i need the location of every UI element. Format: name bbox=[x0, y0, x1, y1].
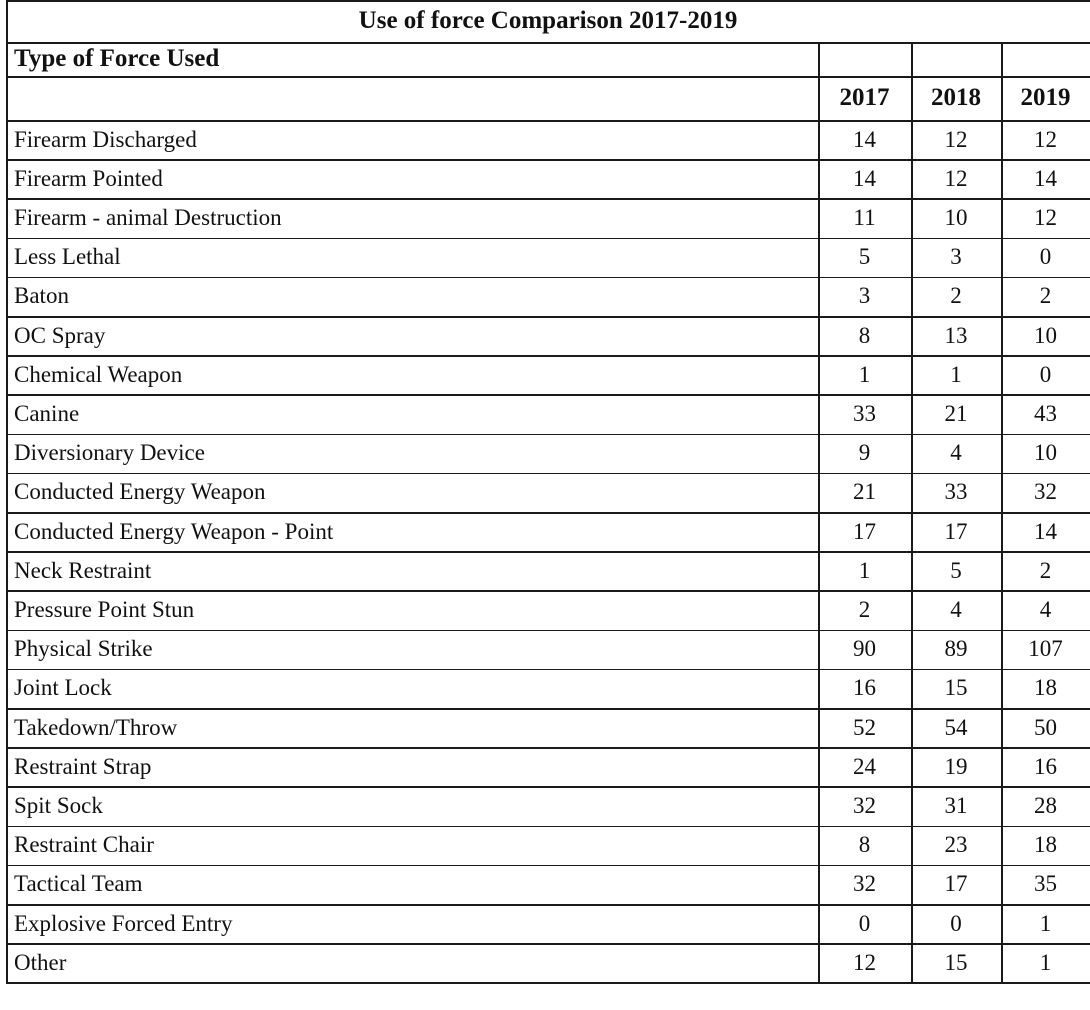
row-value: 10 bbox=[944, 204, 968, 230]
row-divider bbox=[6, 238, 1090, 240]
row-divider bbox=[6, 590, 1090, 592]
row-value: 8 bbox=[858, 832, 871, 858]
row-label: Restraint Strap bbox=[14, 753, 152, 779]
row-divider bbox=[6, 904, 1090, 906]
row-value: 4 bbox=[1039, 596, 1052, 622]
row-value: 14 bbox=[1034, 518, 1057, 544]
row-label: Neck Restraint bbox=[14, 557, 152, 583]
row-value: 28 bbox=[1034, 792, 1057, 818]
row-value: 33 bbox=[944, 479, 968, 505]
row-divider bbox=[6, 434, 1090, 436]
row-value: 1 bbox=[858, 361, 871, 387]
row-label: Other bbox=[14, 949, 67, 975]
row-divider bbox=[6, 747, 1090, 749]
row-value: 17 bbox=[853, 518, 876, 544]
row-value: 33 bbox=[853, 400, 876, 426]
row-label: Restraint Chair bbox=[14, 832, 154, 858]
row-value: 50 bbox=[1034, 714, 1057, 740]
row-value: 16 bbox=[853, 675, 876, 701]
row-value: 21 bbox=[853, 479, 876, 505]
row-value: 0 bbox=[1039, 361, 1052, 387]
row-divider bbox=[6, 42, 1090, 44]
row-value: 1 bbox=[1039, 910, 1052, 936]
row-value: 0 bbox=[950, 910, 962, 936]
row-divider bbox=[6, 512, 1090, 514]
row-value: 14 bbox=[853, 126, 876, 152]
row-value: 18 bbox=[1034, 675, 1057, 701]
row-label: Conducted Energy Weapon bbox=[14, 479, 266, 505]
row-label: Spit Sock bbox=[14, 792, 103, 818]
row-label: Diversionary Device bbox=[14, 440, 205, 466]
column-divider bbox=[818, 42, 820, 983]
row-value: 15 bbox=[944, 949, 968, 975]
year-header-2018: 2018 bbox=[931, 84, 981, 111]
row-label: Joint Lock bbox=[14, 675, 112, 701]
row-divider bbox=[6, 159, 1090, 161]
row-value: 15 bbox=[944, 675, 968, 701]
row-value: 2 bbox=[950, 283, 962, 309]
row-value: 24 bbox=[853, 753, 876, 779]
row-label: Conducted Energy Weapon - Point bbox=[14, 518, 334, 544]
row-value: 0 bbox=[1039, 244, 1052, 270]
row-value: 52 bbox=[853, 714, 876, 740]
row-value: 43 bbox=[1034, 400, 1057, 426]
year-header-2019: 2019 bbox=[1020, 84, 1071, 111]
row-value: 5 bbox=[950, 557, 962, 583]
row-value: 21 bbox=[944, 400, 968, 426]
row-label: Firearm Pointed bbox=[14, 165, 163, 191]
row-label: Firearm Discharged bbox=[14, 126, 197, 152]
row-value: 16 bbox=[1034, 753, 1057, 779]
row-label: Chemical Weapon bbox=[14, 361, 183, 387]
row-divider bbox=[6, 277, 1090, 279]
row-value: 2 bbox=[1039, 283, 1052, 309]
row-value: 23 bbox=[944, 832, 968, 858]
row-divider bbox=[6, 826, 1090, 828]
row-value: 10 bbox=[1034, 440, 1057, 466]
row-divider bbox=[6, 943, 1090, 945]
type-of-force-header: Type of Force Used bbox=[14, 45, 220, 72]
row-value: 90 bbox=[853, 636, 876, 662]
row-value: 17 bbox=[944, 518, 968, 544]
row-value: 12 bbox=[1034, 204, 1057, 230]
row-label: Firearm - animal Destruction bbox=[14, 204, 282, 230]
row-divider bbox=[6, 394, 1090, 396]
row-value: 19 bbox=[944, 753, 968, 779]
row-value: 2 bbox=[858, 596, 871, 622]
row-value: 1 bbox=[858, 557, 871, 583]
row-value: 1 bbox=[950, 361, 962, 387]
row-divider bbox=[6, 982, 1090, 984]
row-value: 12 bbox=[944, 165, 968, 191]
row-divider bbox=[6, 551, 1090, 553]
row-divider bbox=[6, 198, 1090, 200]
row-value: 12 bbox=[944, 126, 968, 152]
row-label: Takedown/Throw bbox=[14, 714, 178, 740]
table-title: Use of force Comparison 2017-2019 bbox=[358, 7, 738, 34]
row-label: Less Lethal bbox=[14, 244, 121, 270]
row-label: Pressure Point Stun bbox=[14, 596, 195, 622]
row-divider bbox=[6, 630, 1090, 632]
column-divider bbox=[1001, 42, 1003, 983]
row-label: Physical Strike bbox=[14, 636, 153, 662]
row-value: 8 bbox=[858, 322, 871, 348]
row-value: 14 bbox=[853, 165, 876, 191]
row-value: 12 bbox=[1034, 126, 1057, 152]
row-divider bbox=[6, 473, 1090, 475]
row-value: 89 bbox=[944, 636, 968, 662]
row-value: 4 bbox=[950, 596, 962, 622]
column-divider bbox=[911, 42, 913, 983]
row-value: 3 bbox=[858, 283, 871, 309]
row-divider bbox=[6, 786, 1090, 788]
row-divider bbox=[6, 316, 1090, 318]
row-label: Baton bbox=[14, 283, 69, 309]
row-value: 32 bbox=[853, 871, 876, 897]
row-value: 5 bbox=[858, 244, 871, 270]
row-divider bbox=[6, 708, 1090, 710]
row-divider bbox=[6, 76, 1090, 78]
row-value: 10 bbox=[1034, 322, 1057, 348]
row-divider bbox=[6, 0, 1090, 2]
row-label: Tactical Team bbox=[14, 871, 143, 897]
row-value: 32 bbox=[1034, 479, 1057, 505]
row-label: Canine bbox=[14, 400, 80, 426]
row-value: 12 bbox=[853, 949, 876, 975]
year-header-2017: 2017 bbox=[839, 84, 890, 111]
row-value: 31 bbox=[944, 792, 968, 818]
row-divider bbox=[6, 669, 1090, 671]
row-value: 32 bbox=[853, 792, 876, 818]
row-label: Explosive Forced Entry bbox=[14, 910, 233, 936]
row-value: 1 bbox=[1039, 949, 1052, 975]
row-value: 0 bbox=[858, 910, 871, 936]
row-value: 2 bbox=[1039, 557, 1052, 583]
row-value: 17 bbox=[944, 871, 968, 897]
row-value: 4 bbox=[950, 440, 962, 466]
row-divider bbox=[6, 355, 1090, 357]
row-value: 3 bbox=[950, 244, 962, 270]
row-value: 13 bbox=[944, 322, 968, 348]
row-value: 14 bbox=[1034, 165, 1057, 191]
row-label: OC Spray bbox=[14, 322, 106, 348]
row-value: 107 bbox=[1028, 636, 1063, 662]
table-border-left bbox=[6, 0, 8, 983]
row-divider bbox=[6, 865, 1090, 867]
row-value: 11 bbox=[853, 204, 876, 230]
row-divider bbox=[6, 120, 1090, 122]
row-value: 35 bbox=[1034, 871, 1057, 897]
row-value: 18 bbox=[1034, 832, 1057, 858]
row-value: 54 bbox=[944, 714, 968, 740]
row-value: 9 bbox=[858, 440, 871, 466]
